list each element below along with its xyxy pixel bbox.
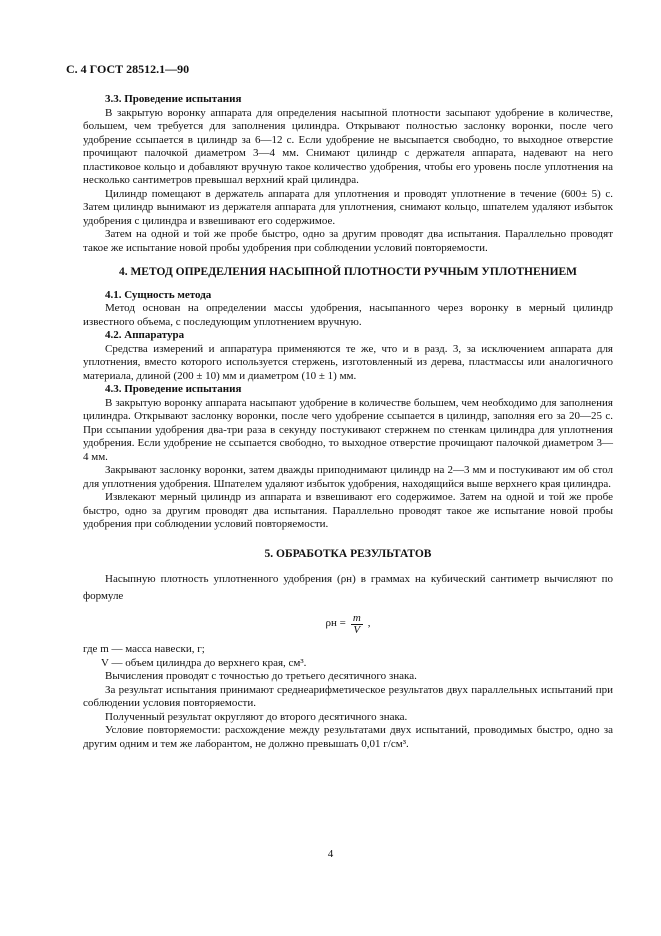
paragraph: За результат испытания принимают среднеарифметическое результатов двух параллельных испытаний при соблюдении условия повторяемости. <box>83 683 613 709</box>
page-header: С. 4 ГОСТ 28512.1—90 <box>66 62 190 76</box>
legend-line: где m — масса навески, г; <box>83 643 205 655</box>
paragraph: Закрывают заслонку воронки, затем дважды приподнимают цилиндр на 2—3 мм и постукивают им об стол для уплотнения удобрения. Шпателем удаляют избыток удобрения, находящийся выше верхнего края цилиндра. <box>83 464 613 490</box>
formula-lhs: ρн = <box>325 617 346 630</box>
section-5-title: 5. ОБРАБОТКА РЕЗУЛЬТАТОВ <box>264 547 432 560</box>
section-4-title: 4. МЕТОД ОПРЕДЕЛЕНИЯ НАСЫПНОЙ ПЛОТНОСТИ РУЧНЫМ УПЛОТНЕНИЕМ <box>118 266 578 278</box>
paragraph: Условие повторяемости: расхождение между результатами двух испытаний, проводимых быстро, одно за другим одним и тем же лаборантом, не должно превышать 0,01 г/см³. <box>83 724 613 750</box>
paragraph: Метод основан на определении массы удобрения, насыпанного через воронку в мерный цилиндр известного объема, с последующим уплотнением вручную. <box>83 302 613 328</box>
paragraph: Полученный результат округляют до второго десятичного знака. <box>105 710 408 723</box>
formula-numerator: m <box>352 611 361 624</box>
formula <box>83 611 613 637</box>
formula-legend <box>83 643 613 670</box>
document-body <box>83 93 613 751</box>
subsection-4-3-title: 4.3. Проведение испытания <box>105 383 242 395</box>
paragraph: Вычисления проводят с точностью до третьего десятичного знака. <box>105 670 417 682</box>
subsection-4-2-title: 4.2. Аппаратура <box>105 329 185 341</box>
paragraph: Цилиндр помещают в держатель аппарата для уплотнения и проводят уплотнение в течение (600± 5) с. Затем цилиндр вынимают из держателя аппарата для уплотнения, снимают кольцо, шпателем удаляют избыток удобрения с цилиндра и взвешивают его содержимое. <box>83 187 613 227</box>
formula-tail: , <box>367 617 371 630</box>
subsection-3-3-title: 3.3. Проведение испытания <box>105 93 242 105</box>
paragraph: В закрытую воронку аппарата насыпают удобрение в количестве большем, чем необходимо для заполнения цилиндра. Открывают заслонку воронки, после чего удобрение ссыпается в цилиндр, заполняя его за 20—25 с. При ссыпании удобрения два-три раза в секунду постукивают стержнем по стенкам цилиндра для уплотнения удобрения. Если удобрение не ссыпается свободно, то выходное отверстие прочищают палочкой диаметром 3—4 мм. <box>83 396 613 463</box>
paragraph: В закрытую воронку аппарата для определения насыпной плотности засыпают удобрение в количестве, большем, чем требуется для заполнения цилиндра. Открывают полностью заслонку воронки, после чего удобрение ссыпается в цилиндр за 6—12 с. Если удобрение не высыпается свободно, то выходное отверстие прочищают палочкой диаметром 3—4 мм. Снимают цилиндр с держателя аппарата, надевают на него пластиковое кольцо и добавляют вручную такое количество удобрения, чтобы его уровень после уплотнения на несколько сантиметров превышал верхний край цилиндра. <box>83 106 613 186</box>
subsection-4-1-title: 4.1. Сущность метода <box>105 288 212 301</box>
paragraph: Затем на одной и той же пробе быстро, одно за другим проводят два испытания. Параллельно проводят такое же испытание новой пробы удобрения при соблюдении условий повторяемости. <box>83 228 613 254</box>
legend-line: V — объем цилиндра до верхнего края, см³. <box>101 656 307 669</box>
formula-fraction <box>351 613 363 636</box>
paragraph: Извлекают мерный цилиндр из аппарата и взвешивают его содержимое. Затем на одной и той же пробе быстро, одно за другим проводят два испытания. Параллельно проводят такое же испытание новой пробы удобрения при соблюдении условий повторяемости. <box>83 491 613 530</box>
paragraph: Средства измерений и аппаратура применяются те же, что и в разд. 3, за исключением аппарата для уплотнения, вместо которого используется стержень, изготовленный из дерева, пластмассы или аналогичного материала, длиной (200 ± 10) мм и диаметром (10 ± 1) мм. <box>83 342 613 382</box>
page-number: 4 <box>327 848 334 860</box>
formula-denominator: V <box>353 623 361 636</box>
formula-intro: Насыпную плотность уплотненного удобрения (ρн) в граммах на кубический сантиметр вычисляют по формуле <box>83 573 613 602</box>
